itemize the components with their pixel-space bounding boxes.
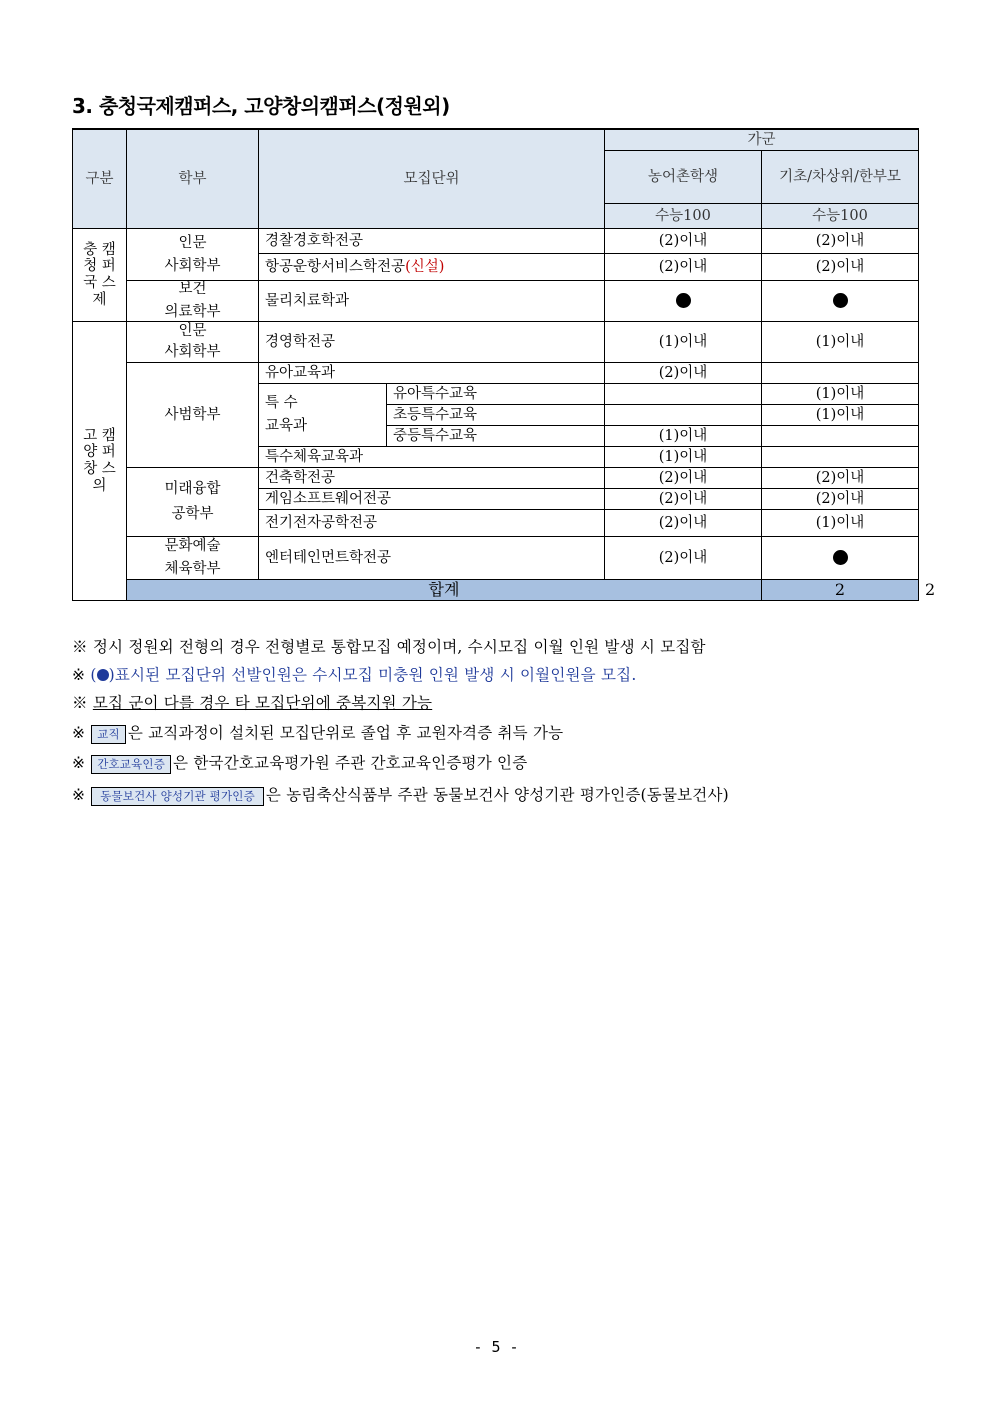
black-dot-icon xyxy=(833,293,848,308)
unit-entertainment: 엔터테인먼트학전공 xyxy=(259,537,605,580)
division-health: 보건 의료학부 xyxy=(127,281,259,322)
value-rural: (1)이내 xyxy=(605,322,762,363)
campus-chungcheong: 충 캠 청 퍼 국 스 제 xyxy=(73,229,127,322)
value-lowincome: (2)이내 xyxy=(762,229,919,254)
value-lowincome xyxy=(762,447,919,468)
value-rural: (1)이내 xyxy=(605,447,762,468)
section-title: 3. 충청국제캠퍼스, 고양창의캠퍼스(정원외) xyxy=(72,94,450,118)
page-number: - 5 - xyxy=(473,1338,519,1356)
total-label: 합계 xyxy=(127,580,762,601)
value-rural: (2)이내 xyxy=(605,489,762,510)
unit-police: 경찰경호학전공 xyxy=(259,229,605,254)
note-2: ※ ( )표시된 모집단위 선발인원은 수시모집 미충원 인원 발생 시 이월인원을 모집. xyxy=(72,666,637,684)
campus-goyang: 고 캠 양 퍼 창 스 의 xyxy=(73,322,127,601)
header-unit: 모집단위 xyxy=(259,129,605,229)
value-lowincome: (2)이내 xyxy=(762,468,919,489)
black-dot-icon xyxy=(676,293,691,308)
note-5: ※ 간호교육인증 은 한국간호교육평가원 주관 간호교육인증평가 인증 xyxy=(72,754,528,772)
division-arts: 문화예술 체육학부 xyxy=(127,537,259,580)
blue-dot-icon xyxy=(97,669,109,681)
header-category: 구분 xyxy=(73,129,127,229)
division-humanities: 인문 사회학부 xyxy=(127,229,259,281)
value-rural xyxy=(605,384,762,405)
value-lowincome: (2)이내 xyxy=(762,254,919,281)
unit-physio: 물리치료학과 xyxy=(259,281,605,322)
value-rural: (2)이내 xyxy=(605,254,762,281)
division-humanities: 인문 사회학부 xyxy=(127,322,259,363)
nursing-badge: 간호교육인증 xyxy=(91,755,171,774)
value-rural: (2)이내 xyxy=(605,229,762,254)
note-6: ※ 동물보건사 양성기관 평가인증 은 농림축산식품부 주관 동물보건사 양성기관 평가인증(동물보건사) xyxy=(72,786,729,804)
admission-table: 구분 학부 모집단위 가군 농어촌학생 기초/차상위/한부모 수능100 수능100 충 캠 청 퍼 국 스 제 인문 사회학부 경찰경호학전공 (2)이내 (2)이내 항공운항서비스학전공(신설) (2)이내 (2)이내 보건 의료학부 물리치료학과 고 캠 양 퍼 창 스 의 인문 사회학부 경영학전공 (1)이내 (1)이내 사범학부 유아교육과 (2)이내 특 수 교육과 유아특수교육 (1)이내 초등특수교육 (1)이내 중등특수교육 (1)이내 특수체육교육과 (1)이내 미래융합 공학부 건축학전공 (2)이내 (2)이내 게임소프트웨어전공 (2)이내 (2)이내 전기전자공학전공 (2)이내 (1)이내 문화예술 체육학부 엔터테인먼트학전공 (2)이내 합계 2 2 xyxy=(72,128,919,601)
note-4: ※ 교직 은 교직과정이 설치된 모집단위로 졸업 후 교원자격증 취득 가능 xyxy=(72,724,564,742)
unit-special-pe: 특수체육교육과 xyxy=(259,447,605,468)
value-lowincome xyxy=(762,426,919,447)
unit-business: 경영학전공 xyxy=(259,322,605,363)
note-1: ※ 정시 정원외 전형의 경우 전형별로 통합모집 예정이며, 수시모집 이월 인원 발생 시 모집함 xyxy=(72,638,706,656)
unit-secondary-special: 중등특수교육 xyxy=(387,426,605,447)
value-rural: (2)이내 xyxy=(605,468,762,489)
value-lowincome xyxy=(762,281,919,322)
value-lowincome xyxy=(762,537,919,580)
division-future: 미래융합 공학부 xyxy=(127,468,259,537)
note-3: ※ 모집 군이 다를 경우 타 모집단위에 중복지원 가능 xyxy=(72,694,433,712)
unit-early-childhood: 유아교육과 xyxy=(259,363,605,384)
header-sub1: 수능100 xyxy=(605,204,762,229)
value-lowincome xyxy=(762,363,919,384)
unit-aviation: 항공운항서비스학전공(신설) xyxy=(259,254,605,281)
value-lowincome: (2)이내 xyxy=(762,489,919,510)
unit-special-education: 특 수 교육과 xyxy=(259,384,387,447)
new-tag: (신설) xyxy=(405,258,445,275)
header-rural: 농어촌학생 xyxy=(605,151,762,204)
value-rural: (2)이내 xyxy=(605,363,762,384)
value-rural: (1)이내 xyxy=(605,426,762,447)
value-lowincome: (1)이내 xyxy=(762,384,919,405)
unit-early-special: 유아특수교육 xyxy=(387,384,605,405)
value-lowincome: (1)이내 xyxy=(762,510,919,537)
division-education: 사범학부 xyxy=(127,363,259,468)
value-rural: (2)이내 xyxy=(605,510,762,537)
value-lowincome: (1)이내 xyxy=(762,405,919,426)
unit-architecture: 건축학전공 xyxy=(259,468,605,489)
notes xyxy=(72,636,932,812)
header-division: 학부 xyxy=(127,129,259,229)
header-lowincome: 기초/차상위/한부모 xyxy=(762,151,919,204)
total-rural: 2 xyxy=(762,580,919,601)
value-lowincome: (1)이내 xyxy=(762,322,919,363)
value-rural: (2)이내 xyxy=(605,537,762,580)
value-rural xyxy=(605,405,762,426)
header-sub2: 수능100 xyxy=(762,204,919,229)
header-group: 가군 xyxy=(605,129,919,151)
black-dot-icon xyxy=(833,550,848,565)
value-rural xyxy=(605,281,762,322)
unit-game-software: 게임소프트웨어전공 xyxy=(259,489,605,510)
teaching-badge: 교직 xyxy=(91,725,126,744)
unit-electrical: 전기전자공학전공 xyxy=(259,510,605,537)
unit-elementary-special: 초등특수교육 xyxy=(387,405,605,426)
vet-nurse-badge: 동물보건사 양성기관 평가인증 xyxy=(91,787,264,806)
